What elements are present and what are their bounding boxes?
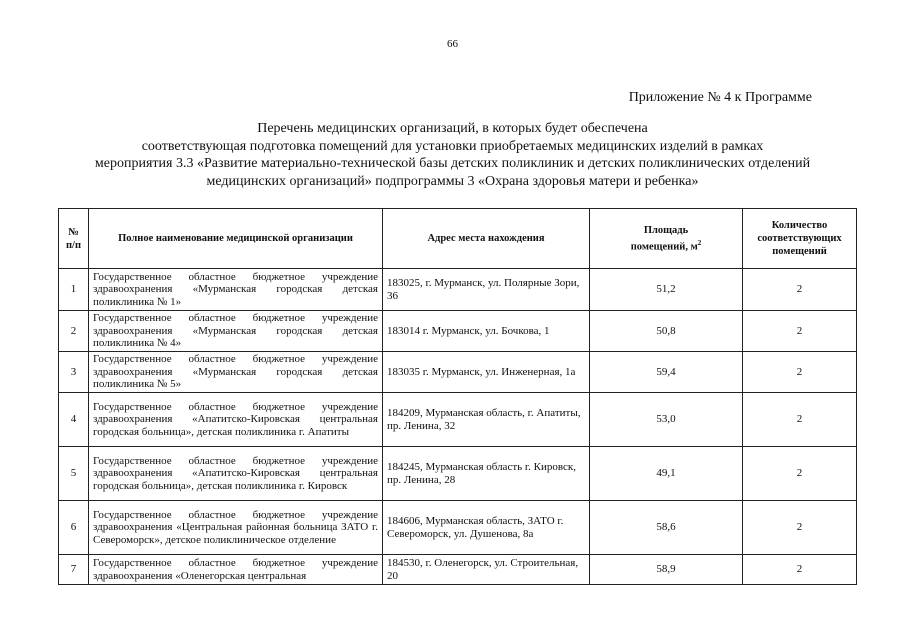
heading-line: Перечень медицинских организаций, в которых будет обеспечена: [257, 121, 648, 136]
row-count: 2: [743, 501, 857, 555]
row-count: 2: [743, 269, 857, 311]
row-address: 184209, Мурманская область, г. Апатиты, пр. Ленина, 32: [383, 393, 590, 447]
row-count: 2: [743, 555, 857, 585]
row-count: 2: [743, 311, 857, 352]
table-row: [59, 555, 857, 585]
header-count-line: Количество: [771, 220, 828, 231]
table-row: [59, 501, 857, 555]
row-name: Государственное областное бюджетное учреждение здравоохранения «Оленегорская центральная: [89, 555, 383, 585]
row-area: 49,1: [590, 447, 743, 501]
row-num: 5: [59, 447, 89, 501]
row-name: Государственное областное бюджетное учреждение здравоохранения «Центральная районная больница ЗАТО г. Североморск», детское поликлиническое отделение: [89, 501, 383, 555]
header-num: [59, 209, 89, 269]
header-address: Адрес места нахождения: [383, 209, 590, 269]
table-row: [59, 352, 857, 393]
row-area: 51,2: [590, 269, 743, 311]
row-num: 2: [59, 311, 89, 352]
row-area: 59,4: [590, 352, 743, 393]
row-name: Государственное областное бюджетное учреждение здравоохранения «Апатитско-Кировская центральная городская больница», детская поликлиника г. Кировск: [89, 447, 383, 501]
row-count: 2: [743, 447, 857, 501]
row-area: 53,0: [590, 393, 743, 447]
document-heading: [0, 120, 905, 190]
header-num-line: №: [68, 226, 79, 238]
row-num: 4: [59, 393, 89, 447]
row-area: 50,8: [590, 311, 743, 352]
row-area: 58,9: [590, 555, 743, 585]
row-num: 3: [59, 352, 89, 393]
row-address: 183035 г. Мурманск, ул. Инженерная, 1а: [383, 352, 590, 393]
row-num: 7: [59, 555, 89, 585]
header-count: [743, 209, 857, 269]
row-name: Государственное областное бюджетное учреждение здравоохранения «Мурманская городская детская поликлиника № 1»: [89, 269, 383, 311]
page-number: 66: [447, 38, 458, 50]
row-name: Государственное областное бюджетное учреждение здравоохранения «Апатитско-Кировская центральная городская больница», детская поликлиника г. Апатиты: [89, 393, 383, 447]
row-address: 184245, Мурманская область г. Кировск, пр. Ленина, 28: [383, 447, 590, 501]
heading-line: мероприятия 3.3 «Развитие материально-технической базы детских поликлиник и детских поликлинических отделений: [94, 156, 811, 171]
row-area: 58,6: [590, 501, 743, 555]
row-address: 184606, Мурманская область, ЗАТО г. Североморск, ул. Душенова, 8а: [383, 501, 590, 555]
heading-line: медицинских организаций» подпрограммы 3 «Охрана здоровья матери и ребенка»: [206, 173, 699, 189]
organizations-table: [58, 208, 857, 585]
header-area-sup: 2: [697, 238, 702, 247]
row-num: 6: [59, 501, 89, 555]
row-address: 184530, г. Оленегорск, ул. Строительная, 20: [383, 555, 590, 585]
row-address: 183014 г. Мурманск, ул. Бочкова, 1: [383, 311, 590, 352]
header-count-line: помещений: [772, 246, 827, 257]
header-area-line: Площадь: [643, 224, 689, 236]
header-area-line: [594, 237, 738, 254]
table-header-row: [59, 209, 857, 269]
header-area: [590, 209, 743, 269]
row-name: Государственное областное бюджетное учреждение здравоохранения «Мурманская городская детская поликлиника № 4»: [89, 311, 383, 352]
header-num-line: п/п: [65, 239, 82, 251]
row-name: Государственное областное бюджетное учреждение здравоохранения «Мурманская городская детская поликлиника № 5»: [89, 352, 383, 393]
table-row: [59, 393, 857, 447]
row-num: 1: [59, 269, 89, 311]
row-count: 2: [743, 352, 857, 393]
header-count-line: соответствующих: [757, 233, 842, 244]
row-address: 183025, г. Мурманск, ул. Полярные Зори, 36: [383, 269, 590, 311]
header-area-unit: помещений, м: [630, 241, 698, 253]
table-row: [59, 447, 857, 501]
table-row: [59, 311, 857, 352]
header-name: Полное наименование медицинской организации: [89, 209, 383, 269]
heading-line: соответствующая подготовка помещений для установки приобретаемых медицинских изделий в рамках: [141, 138, 764, 154]
table-row: [59, 269, 857, 311]
appendix-label: Приложение № 4 к Программе: [628, 90, 812, 105]
row-count: 2: [743, 393, 857, 447]
